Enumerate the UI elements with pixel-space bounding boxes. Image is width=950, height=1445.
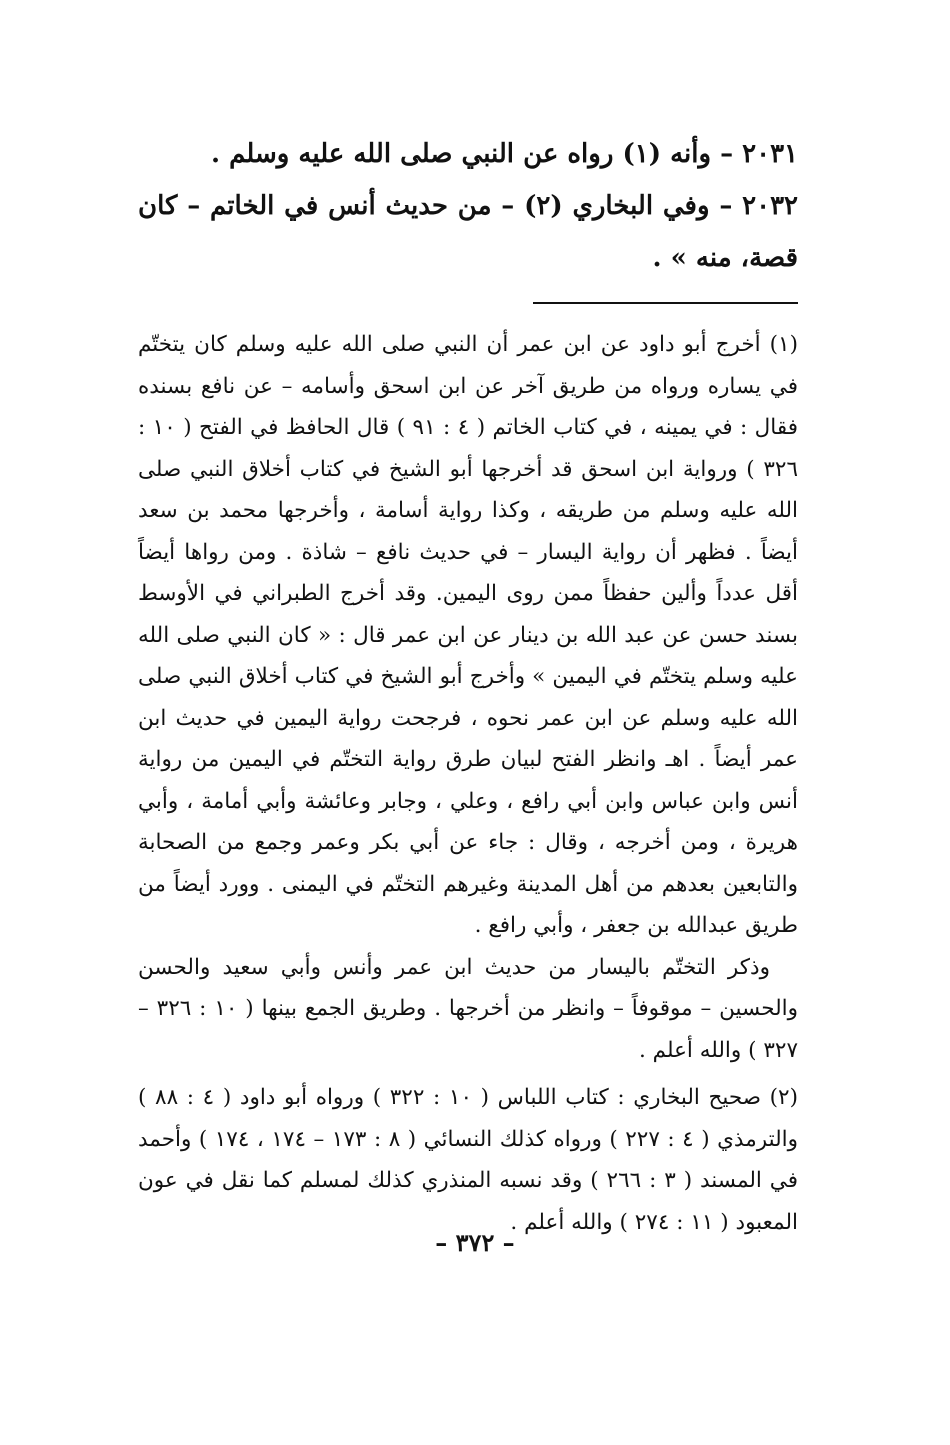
- footnote-1-continuation: وذكر التختّم باليسار من حديث ابن عمر وأنس وأبي سعيد والحسن والحسين – موقوفاً – وانظر من أخرجها . وطريق الجمع بينها ( ١٠ : ٣٢٦ – ٣٢٧ ) والله أعلم .: [138, 954, 798, 1063]
- footnote-2: (٢) صحيح البخاري : كتاب اللباس ( ١٠ : ٣٢٢ ) ورواه أبو داود ( ٤ : ٨٨ ) والترمذي ( ٤ : ٢٢٧ ) ورواه كذلك النسائي ( ٨ : ١٧٣ – ١٧٤ ، ١٧٤ ) وأحمد في المسند ( ٣ : ٢٦٦ ) وقد نسبه المنذري كذلك لمسلم كما نقل في عون المعبود ( ١١ : ٢٧٤ ) والله أعلم .: [138, 1085, 798, 1235]
- footnote-separator: [533, 302, 798, 304]
- footnotes: [138, 324, 798, 1243]
- main-text: [138, 128, 798, 284]
- book-page: [138, 128, 798, 1398]
- entry-2031: ٢٠٣١ – وأنه (١) رواه عن النبي صلى الله عليه وسلم .: [211, 139, 798, 169]
- entry-2032: ٢٠٣٢ – وفي البخاري (٢) – من حديث أنس في الخاتم – كان قصة، منه » .: [138, 191, 798, 273]
- footnote-1: (١) أخرج أبو داود عن ابن عمر أن النبي صلى الله عليه وسلم كان يتختّم في يساره ورواه من طريق آخر عن ابن اسحق وأسامه – عن نافع بسنده فقال : في يمينه ، في كتاب الخاتم ( ٤ : ٩١ ) قال الحافظ في الفتح ( ١٠ : ٣٢٦ ) ورواية ابن اسحق قد أخرجها أبو الشيخ في كتاب أخلاق النبي صلى الله عليه وسلم من طريقه ، وكذا رواية أسامة ، وأخرجها محمد بن سعد أيضاً . فظهر أن رواية اليسار – في حديث نافع – شاذة . ومن رواها أيضاً أقل عدداً وألين حفظاً ممن روى اليمين. وقد أخرج الطبراني في الأوسط بسند حسن عن عبد الله بن دينار عن ابن عمر قال : « كان النبي صلى الله عليه وسلم يتختّم في اليمين » وأخرج أبو الشيخ في كتاب أخلاق النبي صلى الله عليه وسلم عن ابن عمر نحوه ، فرجحت رواية اليمين في حديث ابن عمر أيضاً . اهـ وانظر الفتح لبيان طرق رواية التختّم في اليمين من رواية أنس وابن عباس وابن أبي رافع ، وعلي ، وجابر وعائشة وأبي أمامة ، وأبي هريرة ، ومن أخرجه ، وقال : جاء عن أبي بكر وعمر وجمع من الصحابة والتابعين بعدهم من أهل المدينة وغيرهم التختّم في اليمنى . وورد أيضاً من طريق عبدالله بن جعفر ، وأبي رافع .: [138, 332, 798, 938]
- page-number: – ٣٧٢ –: [435, 1228, 515, 1257]
